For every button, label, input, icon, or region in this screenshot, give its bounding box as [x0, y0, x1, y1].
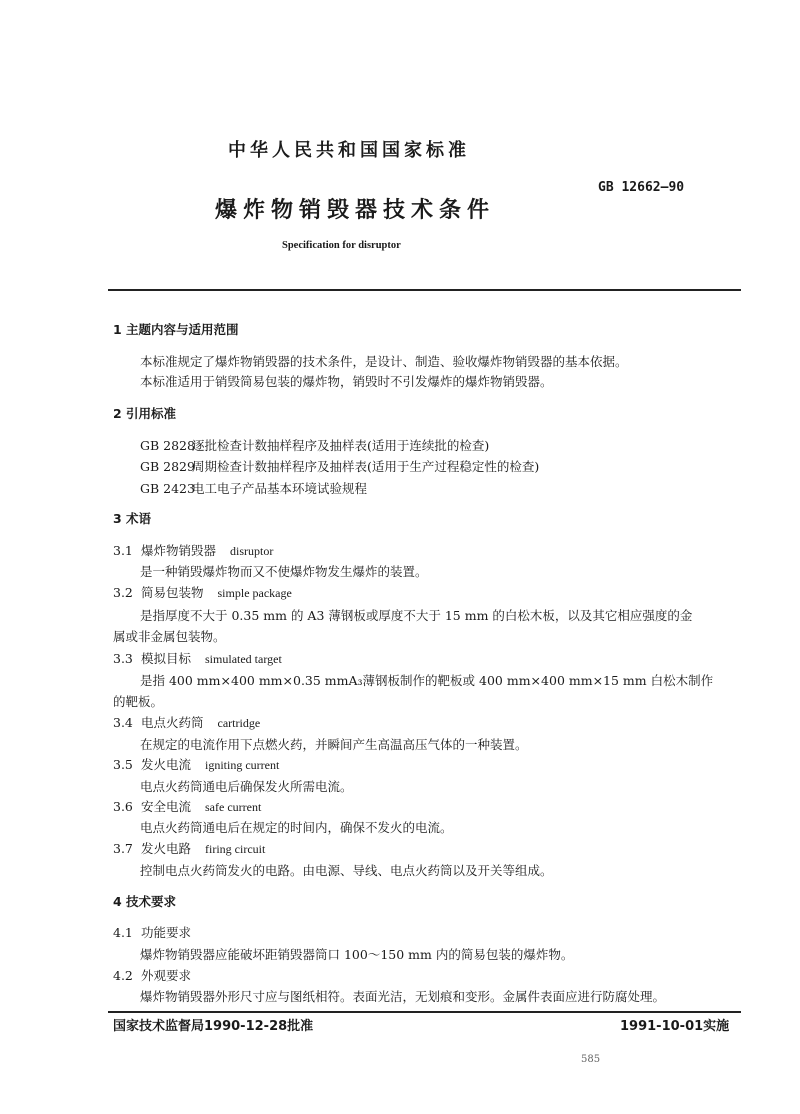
term-definition: 电点火药筒通电后确保发火所需电流。: [140, 779, 353, 794]
term-number: 3.7: [113, 841, 133, 856]
requirement-heading: [113, 925, 191, 941]
requirement-title: 外观要求: [141, 968, 192, 983]
term-definition: 是指厚度不大于 0.35 mm 的 A3 薄钢板或厚度不大于 15 mm 的白松木板，以及其它相应强度的金: [140, 608, 693, 623]
section-1-heading: 1 主题内容与适用范围: [113, 322, 239, 337]
reference-item: [140, 481, 367, 497]
header-divider: [108, 289, 741, 291]
term-name: 简易包装物: [141, 585, 204, 600]
requirement-number: 4.1: [113, 925, 133, 940]
term-definition: 电点火药筒通电后在规定的时间内，确保不发火的电流。: [140, 820, 453, 835]
term-heading: [113, 799, 261, 815]
term-heading: [113, 841, 265, 857]
term-heading: [113, 715, 260, 731]
term-heading: [113, 543, 273, 559]
reference-code: GB 2423: [140, 481, 195, 496]
term-number: 3.4: [113, 715, 133, 730]
term-definition: 在规定的电流作用下点燃火药，并瞬间产生高温高压气体的一种装置。: [140, 737, 528, 752]
term-heading: [113, 651, 282, 667]
term-definition: 是指 400 mm×400 mm×0.35 mmA₃薄钢板制作的靶板或 400 mm×400 mm×15 mm 白松木制作: [140, 673, 714, 688]
approval-date: 国家技术监督局1990-12-28批准: [113, 1019, 314, 1034]
reference-title: 逐批检查计数抽样程序及抽样表(适用于连续批的检查): [192, 438, 490, 453]
reference-title: 周期检查计数抽样程序及抽样表(适用于生产过程稳定性的检查): [192, 459, 540, 474]
term-number: 3.3: [113, 651, 133, 666]
reference-title: 电工电子产品基本环境试验规程: [192, 481, 368, 496]
term-name-en: cartridge: [217, 716, 261, 730]
term-name: 安全电流: [141, 799, 192, 814]
term-definition: 控制电点火药筒发火的电路。由电源、导线、电点火药筒以及开关等组成。: [140, 863, 553, 878]
term-name: 发火电流: [141, 757, 192, 772]
requirement-title: 功能要求: [141, 925, 192, 940]
term-name: 模拟目标: [141, 651, 192, 666]
term-name-en: simulated target: [205, 652, 282, 666]
term-name-en: safe current: [205, 800, 262, 814]
document-title: 爆炸物销毁器技术条件: [215, 198, 496, 223]
section-1-paragraph: 本标准规定了爆炸物销毁器的技术条件，是设计、制造、验收爆炸物销毁器的基本依据。: [140, 354, 628, 369]
section-3-heading: 3 术语: [113, 511, 152, 526]
term-name-en: simple package: [217, 586, 292, 600]
reference-code: GB 2828: [140, 438, 195, 453]
term-name-en: disruptor: [230, 544, 274, 558]
term-definition: 属或非金属包装物。: [113, 629, 226, 644]
footer-divider: [108, 1011, 741, 1013]
document-title-en: Specification for disruptor: [282, 240, 401, 251]
section-2-heading: 2 引用标准: [113, 406, 177, 421]
page-number: 585: [581, 1054, 601, 1065]
standard-type: 中华人民共和国国家标准: [228, 140, 470, 161]
term-name-en: igniting current: [205, 758, 280, 772]
term-name: 发火电路: [141, 841, 192, 856]
requirement-number: 4.2: [113, 968, 133, 983]
requirement-text: 爆炸物销毁器应能破坏距销毁器筒口 100～150 mm 内的简易包装的爆炸物。: [140, 947, 574, 962]
term-definition: 的靶板。: [113, 694, 164, 709]
term-name: 电点火药筒: [141, 715, 204, 730]
reference-item: [140, 459, 539, 475]
reference-item: [140, 438, 489, 454]
term-number: 3.2: [113, 585, 133, 600]
term-number: 3.5: [113, 757, 133, 772]
term-heading: [113, 757, 279, 773]
effective-date: 1991-10-01实施: [620, 1019, 730, 1034]
term-heading: [113, 585, 292, 601]
standard-code: GB 12662—90: [598, 180, 685, 195]
section-4-heading: 4 技术要求: [113, 894, 177, 909]
term-definition: 是一种销毁爆炸物而又不使爆炸物发生爆炸的装置。: [140, 564, 428, 579]
term-number: 3.6: [113, 799, 133, 814]
section-1-paragraph: 本标准适用于销毁简易包装的爆炸物，销毁时不引发爆炸的爆炸物销毁器。: [140, 374, 553, 389]
term-number: 3.1: [113, 543, 133, 558]
requirement-heading: [113, 968, 191, 984]
requirement-text: 爆炸物销毁器外形尺寸应与图纸相符。表面光洁，无划痕和变形。金属件表面应进行防腐处理。: [140, 989, 666, 1004]
term-name: 爆炸物销毁器: [141, 543, 217, 558]
reference-code: GB 2829: [140, 459, 195, 474]
term-name-en: firing circuit: [205, 842, 266, 856]
